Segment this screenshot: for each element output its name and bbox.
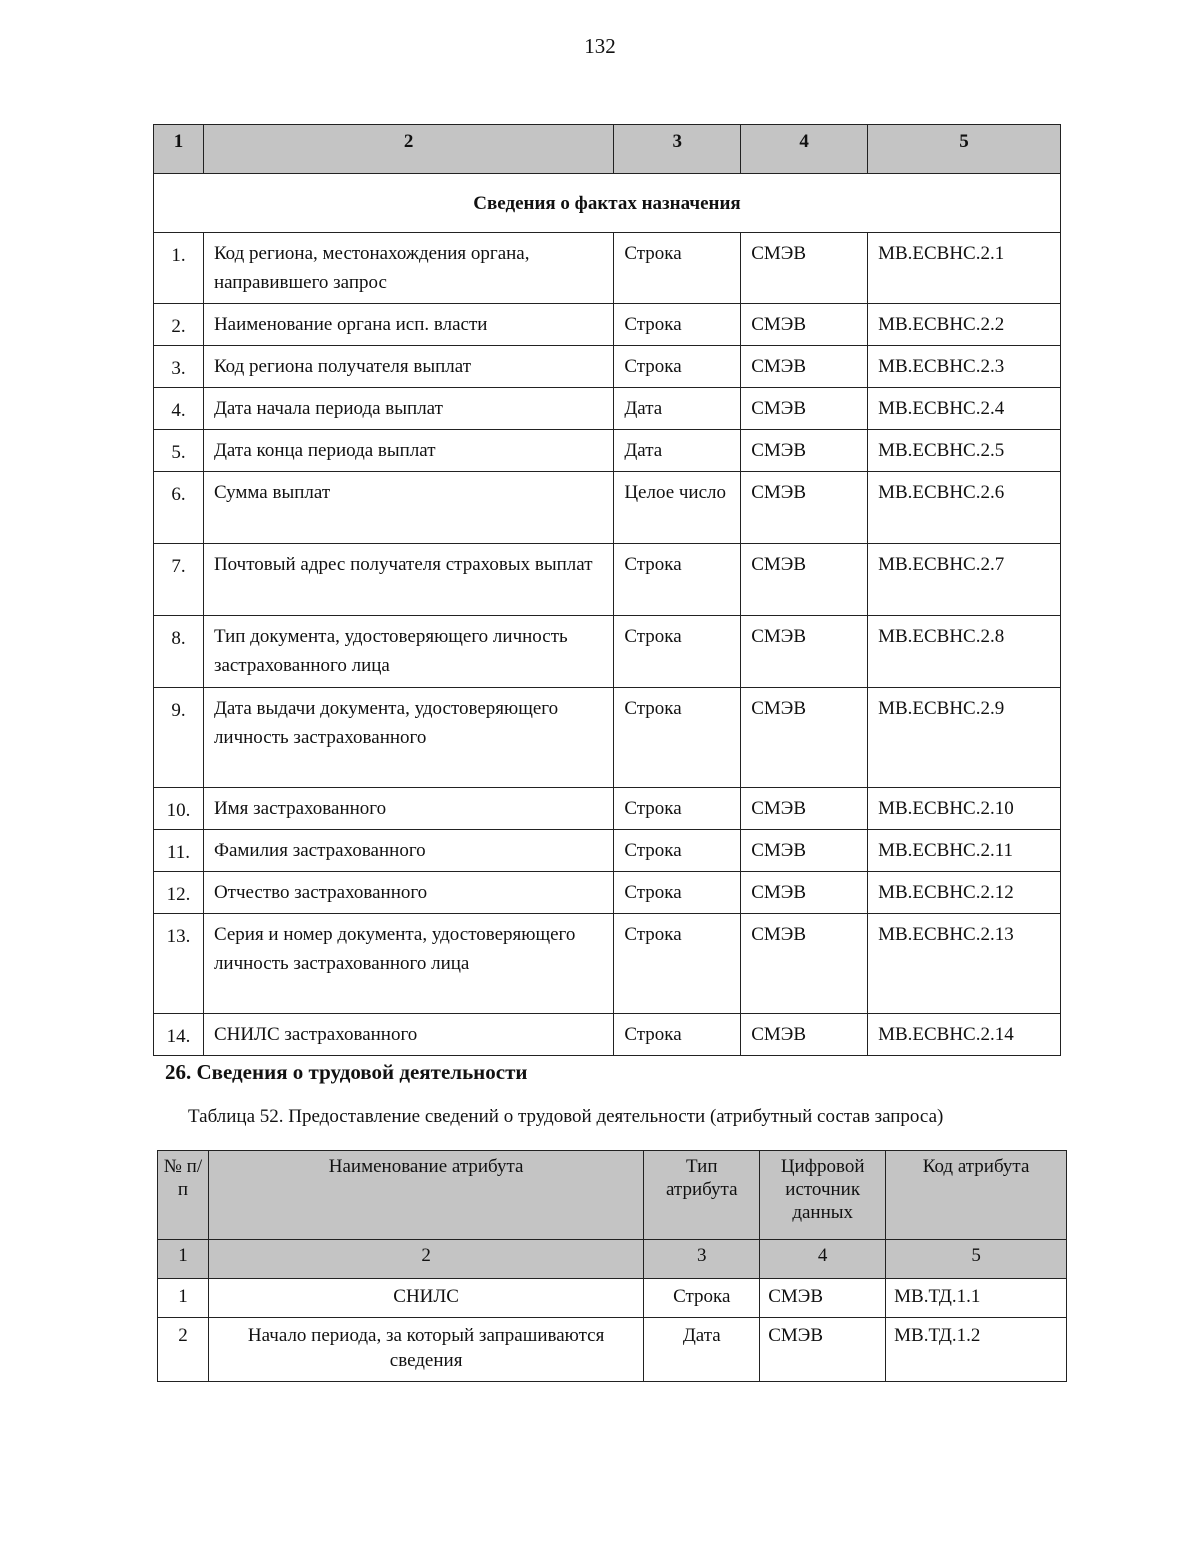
attribute-code: МВ.ЕСВНС.2.12 [868, 872, 1061, 914]
table-row [158, 1318, 1067, 1382]
attribute-code: МВ.ЕСВНС.2.11 [868, 830, 1061, 872]
table-row [158, 1279, 1067, 1318]
header-col-1: 1 [154, 125, 204, 174]
data-source: СМЭВ [741, 1014, 868, 1056]
attribute-type: Строка [614, 688, 741, 788]
attribute-code: МВ.ЕСВНС.2.4 [868, 388, 1061, 430]
row-number: 4. [154, 388, 204, 430]
row-number: 3. [154, 346, 204, 388]
row-number: 5. [154, 430, 204, 472]
attribute-type: Строка [614, 304, 741, 346]
data-source: СМЭВ [741, 233, 868, 304]
row-number: 9. [154, 688, 204, 788]
attribute-code: МВ.ТД.1.1 [886, 1279, 1067, 1318]
attribute-code: МВ.ЕСВНС.2.5 [868, 430, 1061, 472]
data-source: СМЭВ [741, 830, 868, 872]
attribute-name: Фамилия застрахованного [203, 830, 613, 872]
header-attribute-name: Наименование атрибута [208, 1151, 643, 1240]
page-number: 132 [584, 34, 616, 58]
data-source: СМЭВ [741, 430, 868, 472]
header-col-3: 3 [614, 125, 741, 174]
data-source: СМЭВ [741, 914, 868, 1014]
row-number: 12. [154, 872, 204, 914]
attribute-code: МВ.ЕСВНС.2.9 [868, 688, 1061, 788]
attribute-type: Строка [614, 346, 741, 388]
attribute-name: Начало периода, за который запрашиваются сведения [208, 1318, 643, 1382]
attribute-name: СНИЛС [208, 1279, 643, 1318]
row-number: 11. [154, 830, 204, 872]
data-source: СМЭВ [741, 872, 868, 914]
table-row [154, 616, 1061, 688]
attribute-type: Дата [614, 388, 741, 430]
header-col-4: 4 [741, 125, 868, 174]
header-num-3: 3 [644, 1240, 760, 1279]
attribute-code: МВ.ЕСВНС.2.6 [868, 472, 1061, 544]
table-row [154, 1014, 1061, 1056]
attribute-code: МВ.ЕСВНС.2.13 [868, 914, 1061, 1014]
attribute-code: МВ.ЕСВНС.2.2 [868, 304, 1061, 346]
table-header-numbers-row [158, 1240, 1067, 1279]
attribute-name: Отчество застрахованного [203, 872, 613, 914]
row-number: 1 [158, 1279, 209, 1318]
header-num-2: 2 [208, 1240, 643, 1279]
data-source: СМЭВ [741, 304, 868, 346]
attribute-name: Дата начала периода выплат [203, 388, 613, 430]
table-row [154, 388, 1061, 430]
table-row [154, 430, 1061, 472]
attribute-type: Строка [614, 233, 741, 304]
table-row [154, 688, 1061, 788]
attribute-type: Строка [614, 1014, 741, 1056]
attributes-table-employment [157, 1150, 1067, 1382]
section-row [154, 174, 1061, 233]
data-source: СМЭВ [741, 346, 868, 388]
table-row [154, 830, 1061, 872]
data-source: СМЭВ [760, 1279, 886, 1318]
attribute-code: МВ.ЕСВНС.2.8 [868, 616, 1061, 688]
header-col-2: 2 [203, 125, 613, 174]
data-source: СМЭВ [741, 688, 868, 788]
table-header-row [154, 125, 1061, 174]
row-number: 2 [158, 1318, 209, 1382]
table-row [154, 304, 1061, 346]
attribute-type: Строка [614, 914, 741, 1014]
attribute-code: МВ.ТД.1.2 [886, 1318, 1067, 1382]
data-source: СМЭВ [741, 544, 868, 616]
data-source: СМЭВ [741, 788, 868, 830]
row-number: 7. [154, 544, 204, 616]
table-row [154, 472, 1061, 544]
attribute-name: Серия и номер документа, удостоверяющего личность застрахованного лица [203, 914, 613, 1014]
data-source: СМЭВ [741, 616, 868, 688]
attribute-name: Наименование органа исп. власти [203, 304, 613, 346]
row-number: 2. [154, 304, 204, 346]
attribute-type: Строка [614, 616, 741, 688]
attribute-type: Дата [614, 430, 741, 472]
section-heading: 26. Сведения о трудовой деятельности [165, 1060, 528, 1084]
section-title: Сведения о фактах назначения [154, 174, 1061, 233]
attribute-code: МВ.ЕСВНС.2.10 [868, 788, 1061, 830]
row-number: 8. [154, 616, 204, 688]
row-number: 1. [154, 233, 204, 304]
attribute-type: Целое число [614, 472, 741, 544]
data-source: СМЭВ [741, 472, 868, 544]
header-num-1: 1 [158, 1240, 209, 1279]
data-source: СМЭВ [741, 388, 868, 430]
row-number: 13. [154, 914, 204, 1014]
header-data-source: Цифровой источник данных [760, 1151, 886, 1240]
header-attribute-code: Код атрибута [886, 1151, 1067, 1240]
attribute-name: Код региона получателя выплат [203, 346, 613, 388]
table-row [154, 872, 1061, 914]
attribute-type: Строка [614, 788, 741, 830]
attribute-name: СНИЛС застрахованного [203, 1014, 613, 1056]
header-number: № п/п [158, 1151, 209, 1240]
attribute-code: МВ.ЕСВНС.2.1 [868, 233, 1061, 304]
attribute-type: Строка [644, 1279, 760, 1318]
attribute-type: Дата [644, 1318, 760, 1382]
attribute-name: Дата выдачи документа, удостоверяющего личность застрахованного [203, 688, 613, 788]
attribute-name: Дата конца периода выплат [203, 430, 613, 472]
header-col-5: 5 [868, 125, 1061, 174]
table-caption: Таблица 52. Предоставление сведений о трудовой деятельности (атрибутный состав запроса) [188, 1106, 944, 1127]
attribute-type: Строка [614, 544, 741, 616]
header-num-4: 4 [760, 1240, 886, 1279]
attributes-table-assignment [153, 124, 1061, 1056]
table-row [154, 914, 1061, 1014]
attribute-code: МВ.ЕСВНС.2.14 [868, 1014, 1061, 1056]
attribute-name: Тип документа, удостоверяющего личность застрахованного лица [203, 616, 613, 688]
attribute-code: МВ.ЕСВНС.2.3 [868, 346, 1061, 388]
attribute-name: Имя застрахованного [203, 788, 613, 830]
table-row [154, 544, 1061, 616]
table-row [154, 346, 1061, 388]
attribute-code: МВ.ЕСВНС.2.7 [868, 544, 1061, 616]
table-row [154, 233, 1061, 304]
header-attribute-type: Тип атрибута [644, 1151, 760, 1240]
table-row [154, 788, 1061, 830]
row-number: 14. [154, 1014, 204, 1056]
attribute-name: Почтовый адрес получателя страховых выплат [203, 544, 613, 616]
attribute-type: Строка [614, 830, 741, 872]
table-header-row [158, 1151, 1067, 1240]
row-number: 10. [154, 788, 204, 830]
header-num-5: 5 [886, 1240, 1067, 1279]
data-source: СМЭВ [760, 1318, 886, 1382]
attribute-type: Строка [614, 872, 741, 914]
attribute-name: Сумма выплат [203, 472, 613, 544]
row-number: 6. [154, 472, 204, 544]
attribute-name: Код региона, местонахождения органа, направившего запрос [203, 233, 613, 304]
